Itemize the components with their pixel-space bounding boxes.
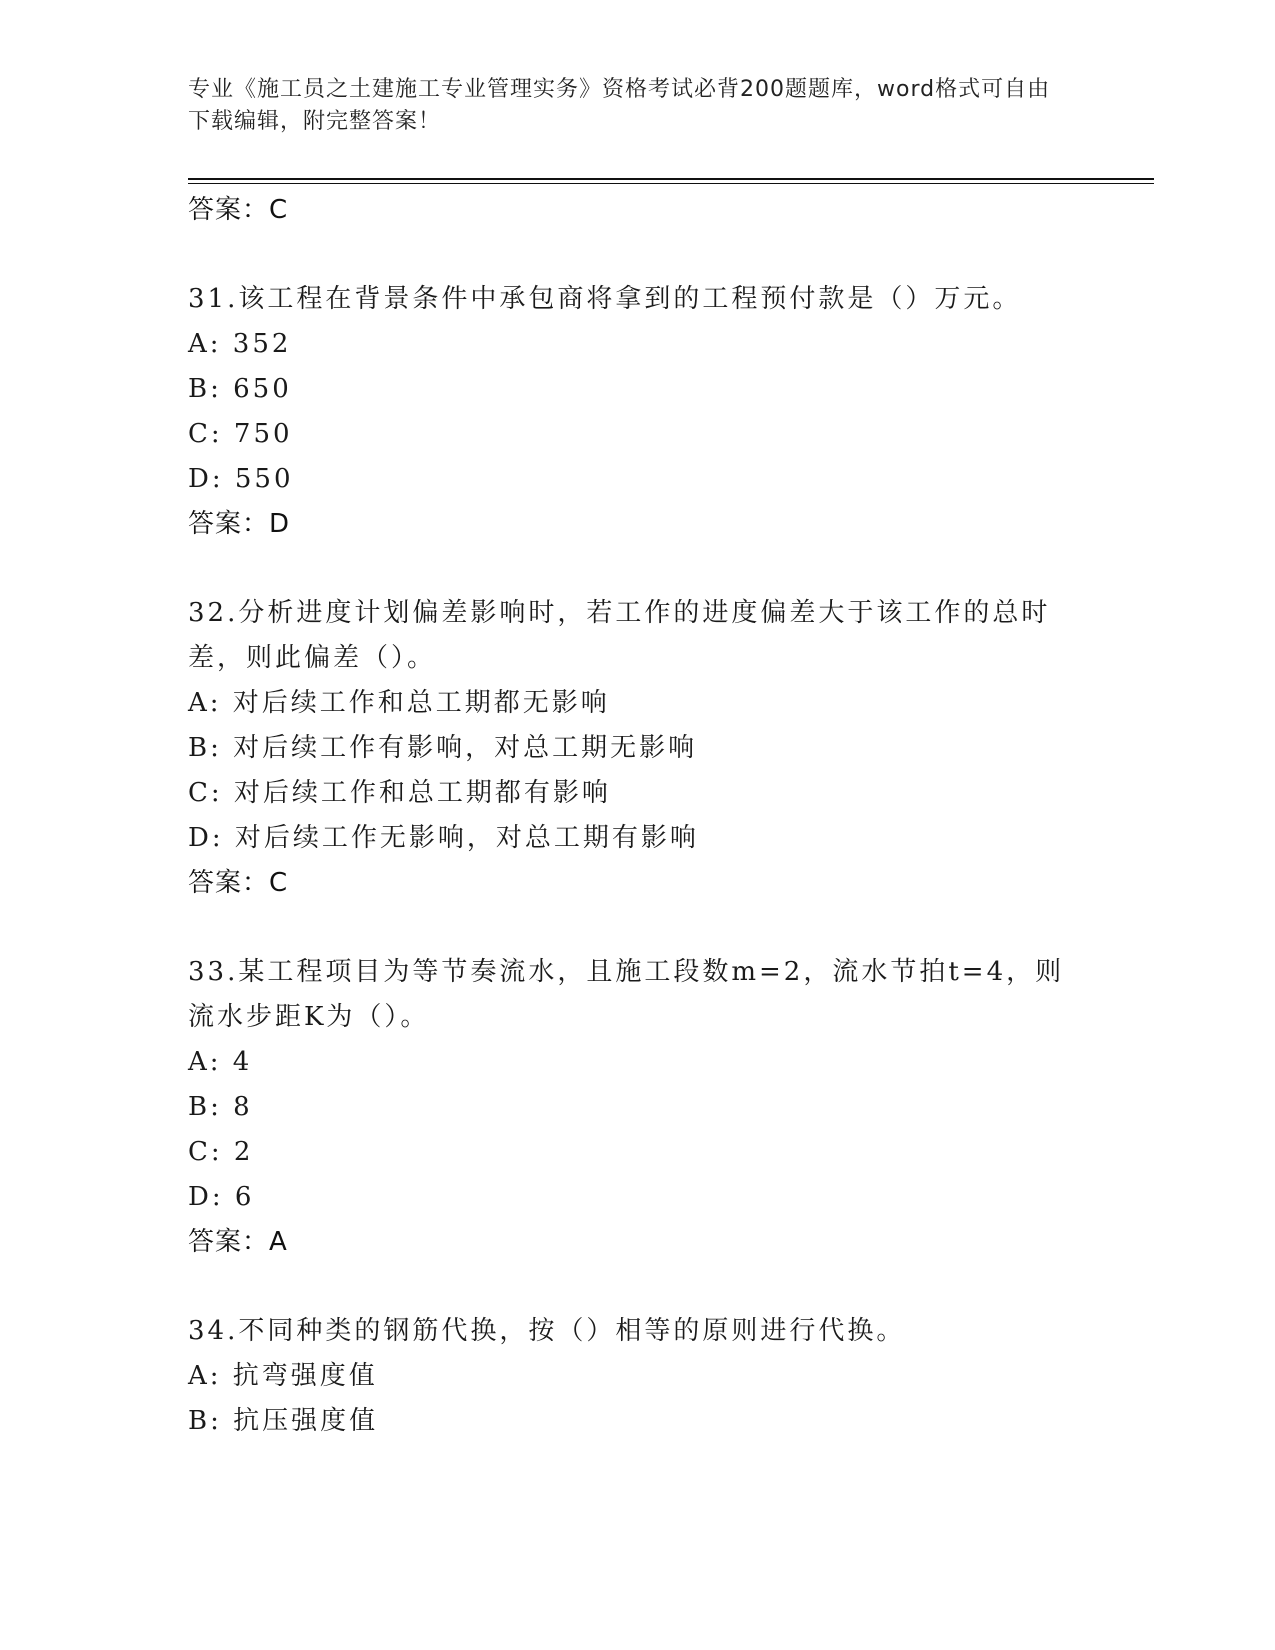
answer-line: 答案：C	[188, 868, 289, 898]
option-a: A: 4	[188, 1047, 253, 1077]
option-d: D: 6	[188, 1182, 255, 1212]
option-b: B: 对后续工作有影响，对总工期无影响	[188, 733, 698, 763]
question-text: 32.分析进度计划偏差影响时，若工作的进度偏差大于该工作的总时差，则此偏差（）。	[188, 598, 1051, 673]
answer-line: 答案：C	[188, 195, 289, 225]
option-b: B: 650	[188, 374, 292, 404]
option-c: C: 对后续工作和总工期都有影响	[188, 778, 611, 808]
question-text: 34.不同种类的钢筋代换，按（）相等的原则进行代换。	[188, 1316, 906, 1346]
option-a: A: 对后续工作和总工期都无影响	[188, 688, 610, 718]
answer-line: 答案：A	[188, 1227, 288, 1257]
question-text: 33.某工程项目为等节奏流水，且施工段数m=2，流水节拍t=4，则流水步距K为（）。	[188, 957, 1065, 1032]
question-block	[188, 1309, 1088, 1444]
question-block	[188, 591, 1088, 906]
header-rule-thick	[188, 178, 1154, 180]
answer-line: 答案：D	[188, 509, 291, 539]
option-a: A: 抗弯强度值	[188, 1361, 378, 1391]
option-b: B: 8	[188, 1092, 253, 1122]
option-d: D: 550	[188, 464, 294, 494]
header-rule-thin	[188, 183, 1154, 184]
document-header: 专业《施工员之土建施工专业管理实务》资格考试必背200题题库，word格式可自由下载编辑，附完整答案！	[188, 77, 1051, 134]
content-area	[188, 188, 1088, 1444]
question-text: 31.该工程在背景条件中承包商将拿到的工程预付款是（）万元。	[188, 284, 1022, 314]
option-d: D: 对后续工作无影响，对总工期有影响	[188, 823, 699, 853]
question-block	[188, 950, 1088, 1265]
option-a: A: 352	[188, 329, 292, 359]
option-c: C: 2	[188, 1137, 254, 1167]
question-block	[188, 277, 1088, 547]
option-c: C: 750	[188, 419, 293, 449]
option-b: B: 抗压强度值	[188, 1406, 379, 1436]
